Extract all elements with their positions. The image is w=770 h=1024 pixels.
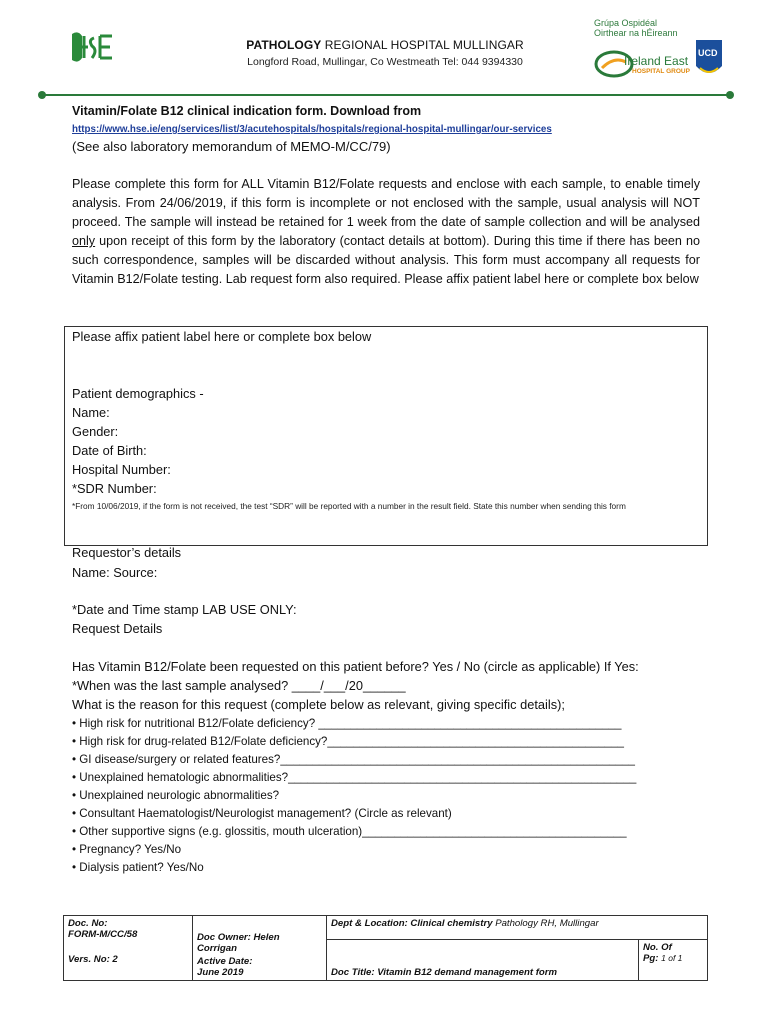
reason-item[interactable]: • GI disease/surgery or related features?_______________________________________________________ (72, 753, 635, 766)
header-address: Longford Road, Mullingar, Co Westmeath Tel: 044 9394330 (247, 56, 523, 68)
download-link[interactable]: https://www.hse.ie/eng/services/list/3/acutehospitals/hospitals/regional-hospital-mullingar/our-services (72, 124, 552, 135)
reason-item[interactable]: • Unexplained neurologic abnormalities? (72, 789, 280, 802)
rule-dot-left (38, 91, 46, 99)
instructions-paragraph: Please complete this form for ALL Vitamin B12/Folate requests and enclose with each sample, to enable timely analysis. From 24/06/2019, if this form is incomplete or not enclosed with the sample, usual analysis will NOT proceed. The sample will instead be retained for 1 week from the date of sample collection and will be analysed only upon receipt of this form by the laboratory (contact details at bottom). During this time if there has been no such correspondence, samples will be discarded without analysis. This form must accompany all requests for Vitamin B12/Folate testing. Lab request form also required. Please affix patient label here or complete box below (72, 177, 700, 286)
reason-question: What is the reason for this request (complete below as relevant, giving specific details); (72, 697, 565, 712)
form-title: Vitamin/Folate B12 clinical indication form. Download from (72, 104, 422, 118)
rule-dot-right (726, 91, 734, 99)
reason-item[interactable]: • Dialysis patient? Yes/No (72, 861, 204, 874)
patient-box-heading: Please affix patient label here or complete box below (72, 329, 372, 344)
hse-logo (68, 28, 118, 66)
doc-owner-cell: Doc Owner: Helen Corrigan Active Date: June 2019 (193, 916, 327, 981)
sdr-footnote: *From 10/06/2019, if the form is not received, the test “SDR” will be reported with a number in the result field. State this number when sending this form (72, 501, 626, 511)
ucd-logo: UCD (694, 38, 724, 80)
group-name-irish-2: Oirthear na hÉireann (594, 28, 678, 38)
doc-title-cell: Doc Title: Vitamin B12 demand management form (327, 940, 639, 981)
ireland-east-logo: Ireland East HOSPITAL GROUP (592, 42, 692, 84)
doc-number-cell: Doc. No: FORM-M/CC/58 Vers. No: 2 (64, 916, 193, 981)
requestor-name-source-field[interactable]: Name: Source: (72, 565, 158, 580)
page-count-cell: No. Of Pg: 1 of 1 (639, 940, 708, 981)
hospital-number-field[interactable]: Hospital Number: (72, 462, 171, 477)
last-sample-date-field[interactable]: *When was the last sample analysed? ____/___/20______ (72, 678, 406, 693)
dept-location-cell: Dept & Location: Clinical chemistry Pathology RH, Mullingar (327, 916, 708, 940)
patient-label-box[interactable] (64, 326, 708, 546)
header-rule (40, 94, 730, 96)
sdr-number-field[interactable]: *SDR Number: (72, 481, 157, 496)
patient-gender-field[interactable]: Gender: (72, 424, 119, 439)
requestor-details-label: Requestor’s details (72, 545, 182, 560)
patient-demographics-label: Patient demographics - (72, 386, 204, 401)
reason-item[interactable]: • Other supportive signs (e.g. glossitis, mouth ulceration)_________________________________________ (72, 825, 627, 838)
header-title: PATHOLOGY REGIONAL HOSPITAL MULLINGAR (246, 38, 524, 52)
reason-item[interactable]: • Unexplained hematologic abnormalities?______________________________________________________ (72, 771, 637, 784)
request-details-label: Request Details (72, 621, 163, 636)
patient-dob-field[interactable]: Date of Birth: (72, 443, 147, 458)
reason-item[interactable]: • High risk for drug-related B12/Folate deficiency?______________________________________________ (72, 735, 624, 748)
reason-item[interactable]: • Consultant Haematologist/Neurologist management? (Circle as relevant) (72, 807, 452, 820)
reason-item[interactable]: • High risk for nutritional B12/Folate deficiency? _______________________________________________ (72, 717, 622, 730)
reason-item[interactable]: • Pregnancy? Yes/No (72, 843, 182, 856)
memo-reference: (See also laboratory memorandum of MEMO-M/CC/79) (72, 139, 391, 154)
group-name-irish-1: Grúpa Ospidéal (594, 18, 658, 28)
document-control-table (63, 915, 708, 981)
patient-name-field[interactable]: Name: (72, 405, 110, 420)
lab-stamp-label: *Date and Time stamp LAB USE ONLY: (72, 602, 297, 617)
previous-request-question[interactable]: Has Vitamin B12/Folate been requested on this patient before? Yes / No (circle as applicable) If Yes: (72, 659, 639, 674)
